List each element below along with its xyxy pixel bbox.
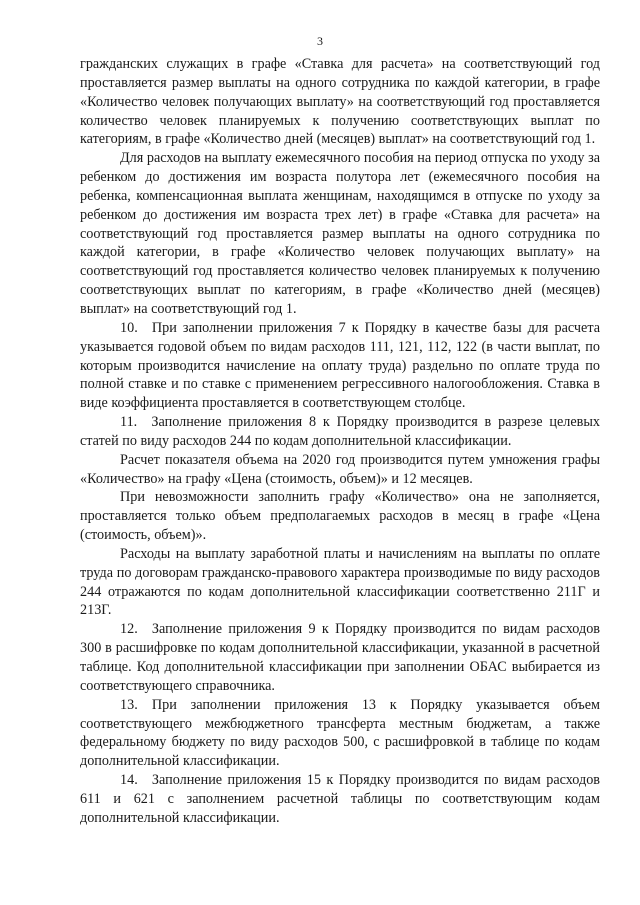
paragraph-childcare-benefit: Для расходов на выплату ежемесячного пособия на период отпуска по уходу за ребенком до достижения им возраста полутора лет (ежемесячного пособия на ребенка, компенсационная выплата женщинам, находящимся в отпуске по уходу за ребенком до достижения им возраста трех лет) в графе «Ставка для расчета» на соответствующий год проставляется размер выплаты на одного сотрудника по каждой категории, в графе «Количество человек получающих выплату» на соответствующий год проставляется количество человек планируемых к получению соответствующих выплат по категориям, в графе «Количество дней (месяцев) выплат» на соответствующий год 1. xyxy=(80,150,600,317)
paragraph-item-11: 11. Заполнение приложения 8 к Порядку производится в разрезе целевых статей по виду расходов 244 по кодам дополнительной классификации. xyxy=(80,414,600,449)
paragraph-continuation: гражданских служащих в графе «Ставка для расчета» на соответствующий год проставляется размер выплаты на одного сотрудника по каждой категории, в графе «Количество человек получающих выплату» на соответствующий год проставляется количество человек планируемых к получению соответствующих выплат по категориям, в графе «Количество дней (месяцев) выплат» на соответствующий год 1. xyxy=(80,56,600,148)
body-text xyxy=(80,55,600,828)
paragraph-quantity-missing: При невозможности заполнить графу «Количество» она не заполняется, проставляется только объем предполагаемых расходов в месяц в графе «Цена (стоимость, объем)». xyxy=(80,489,600,544)
page-number: 3 xyxy=(317,34,323,48)
paragraph-item-14: 14. Заполнение приложения 15 к Порядку производится по видам расходов 611 и 621 с заполнением расчетной таблицы по соответствующим кодам дополнительной классификации. xyxy=(80,772,600,826)
paragraph-volume-calculation: Расчет показателя объема на 2020 год производится путем умножения графы «Количество» на графу «Цена (стоимость, объем)» и 12 месяцев. xyxy=(80,451,600,487)
paragraph-item-10: 10. При заполнении приложения 7 к Порядку в качестве базы для расчета указывается годовой объем по видам расходов 111, 121, 112, 122 (в части выплат, по которым производится начисление на оплату труда) раздельно по оплате труда по полной ставке и по ставке с применением регрессивного налогообложения. Ставка в виде коэффициента проставляется в соответствующем столбце. xyxy=(80,319,600,412)
paragraph-item-12: 12. Заполнение приложения 9 к Порядку производится по видам расходов 300 в расшифровке по кодам дополнительной классификации, указанной в расчетной таблице. Код дополнительной классификации при заполнении ОБАС выбирается из соответствующего справочника. xyxy=(80,621,600,694)
paragraph-civil-contracts: Расходы на выплату заработной платы и начислениям на выплаты по оплате труда по договорам гражданско-правового характера производимые по виду расходов 244 отражаются по кодам дополнительной классификации соответственно 211Г и 213Г. xyxy=(80,545,600,619)
paragraph-item-13: 13. При заполнении приложения 13 к Порядку указывается объем соответствующего межбюджетного трансферта местным бюджетам, а также федеральному бюджету по виду расходов 500, с расшифровкой в таблице по кодам дополнительной классификации. xyxy=(80,696,600,770)
